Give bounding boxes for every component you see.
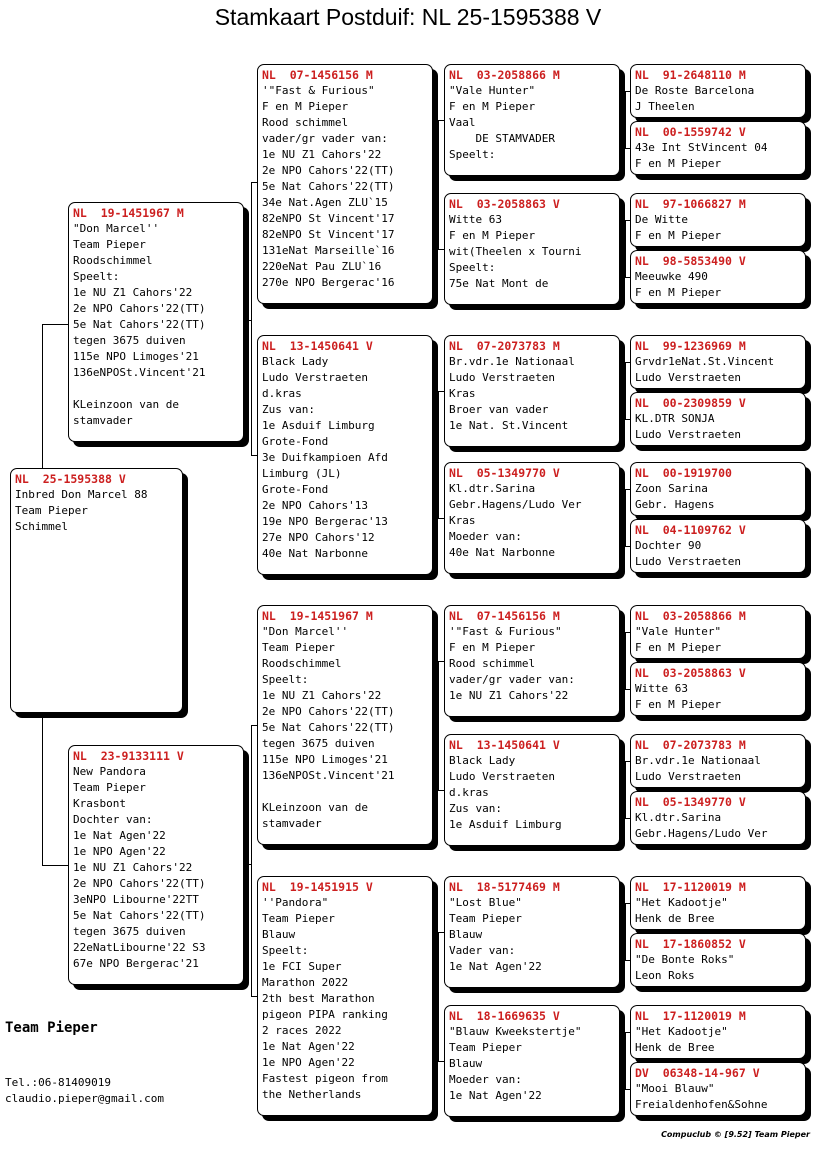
ring-number: NL 19-1451915 V [262,880,373,894]
pigeon-info-line: 136eNPOSt.Vincent'21 [73,366,206,379]
pigeon-card-g10 [630,662,806,716]
pigeon-card-subject [10,468,183,713]
pigeon-info-line: Schimmel [15,520,68,533]
pigeon-info-line: 34e Nat.Agen ZLU`15 [262,196,388,209]
pigeon-info-line: Blauw [449,1057,483,1070]
pigeon-info-line: "De Bonte Roks" [635,953,735,966]
pigeon-card-mm [257,876,433,1116]
pigeon-card-g13 [630,876,806,930]
pigeon-info-line: 75e Nat Mont de [449,277,549,290]
pigeon-info-line: Marathon 2022 [262,976,349,989]
team-name: Team Pieper [5,1020,98,1036]
ring-number: NL 17-1860852 V [635,937,746,951]
pigeon-info-line: 43e Int StVincent 04 [635,141,768,154]
pigeon-info-line: KLeinzoon van de [73,398,179,411]
pigeon-info-line: 22eNatLibourne'22 S3 [73,941,206,954]
pigeon-info-line: Dochter 90 [635,539,702,552]
pigeon-info-line: F en M Pieper [449,641,536,654]
connector-line [620,518,625,519]
pigeon-card-g14 [630,933,806,987]
connector-line [620,790,625,791]
connector-line [251,725,252,996]
pigeon-info-line: Vaal [449,116,476,129]
pigeon-card-g12 [630,791,806,845]
pigeon-info-line: 82eNPO St Vincent'17 [262,228,395,241]
pigeon-info-line: Team Pieper [449,912,522,925]
pigeon-info-line: Fastest pigeon from [262,1072,388,1085]
pigeon-info-line: Ludo Verstraeten [635,770,741,783]
pigeon-info-line: Moeder van: [449,1073,522,1086]
pigeon-info-line: stamvader [73,414,133,427]
connector-line [620,932,625,933]
ring-number: NL 99-1236969 M [635,339,746,353]
pigeon-info-line: wit(Theelen x Tourni [449,245,582,258]
connector-line [438,391,439,518]
pigeon-info-line: Gebr.Hagens/Ludo Ver [449,498,582,511]
pigeon-card-g11 [630,734,806,788]
pigeon-info-line: d.kras [262,387,302,400]
pigeon-info-line: Freialdenhofen&Sohne [635,1098,768,1111]
pigeon-info-line: Grote-Fond [262,483,329,496]
pigeon-info-line: Witte 63 [449,213,502,226]
pigeon-info-line: Blauw [449,928,483,941]
pigeon-info-line: 27e NPO Cahors'12 [262,531,375,544]
pigeon-info-line: 1e Nat Agen'22 [449,960,542,973]
pigeon-info-line: 115e NPO Limoges'21 [73,350,199,363]
ring-number: NL 17-1120019 M [635,1009,746,1023]
ring-number: NL 05-1349770 V [449,466,560,480]
connector-line [433,997,438,998]
pigeon-info-line: 67e NPO Bergerac'21 [73,957,199,970]
pigeon-info-line: F en M Pieper [635,698,722,711]
pigeon-card-g9 [630,605,806,659]
pigeon-info-line: 115e NPO Limoges'21 [262,753,388,766]
pigeon-info-line: 3eNPO Libourne'22TT [73,893,199,906]
pigeon-info-line: pigeon PIPA ranking [262,1008,388,1021]
ring-number: NL 98-5853490 V [635,254,746,268]
pigeon-info-line: Speelt: [262,944,309,957]
pigeon-card-g4 [630,250,806,304]
pigeon-info-line: Broer van vader [449,403,549,416]
pigeon-info-line: 1e NU Z1 Cahors'22 [262,148,382,161]
pigeon-info-line: 1e NU Z1 Cahors'22 [262,689,382,702]
pigeon-info-line: 2e NPO Cahors'22(TT) [73,877,206,890]
pigeon-info-line: "Don Marcel'' [262,625,349,638]
pigeon-info-line: 2e NPO Cahors'13 [262,499,368,512]
pigeon-info-line: Kl.dtr.Sarina [635,811,722,824]
pigeon-info-line: F en M Pieper [635,157,722,170]
ring-number: NL 05-1349770 V [635,795,746,809]
pigeon-info-line: Team Pieper [449,1041,522,1054]
connector-line [42,324,43,468]
pigeon-info-line: Inbred Don Marcel 88 [15,488,148,501]
pigeon-info-line: Zoon Sarina [635,482,708,495]
pigeon-info-line: Limburg (JL) [262,467,342,480]
pigeon-info-line: 5e Nat Cahors'22(TT) [73,909,206,922]
pigeon-info-line: vader/gr vader van: [262,132,388,145]
connector-line [244,864,251,865]
pigeon-info-line: Kras [449,514,476,527]
ring-number: NL 17-1120019 M [635,880,746,894]
pigeon-info-line: 3e Duifkampioen Afd [262,451,388,464]
ring-number: NL 03-2058866 M [449,68,560,82]
pigeon-info-line: 1e NU Z1 Cahors'22 [73,286,193,299]
connector-line [620,1061,625,1062]
pigeon-info-line: "Vale Hunter" [635,625,722,638]
pigeon-info-line: Speelt: [449,261,496,274]
pigeon-info-line: Kras [449,387,476,400]
pigeon-info-line: De Roste Barcelona [635,84,755,97]
pigeon-info-line: Black Lady [449,754,516,767]
pigeon-card-fm [257,335,433,575]
pigeon-info-line: 136eNPOSt.Vincent'21 [262,769,395,782]
pigeon-info-line: Henk de Bree [635,1041,715,1054]
connector-line [625,632,626,689]
pigeon-info-line: '"Fast & Furious" [449,625,562,638]
pigeon-info-line: Team Pieper [262,641,335,654]
ring-number: NL 13-1450641 V [262,339,373,353]
ring-number: NL 04-1109762 V [635,523,746,537]
ring-number: DV 06348-14-967 V [635,1066,760,1080]
pigeon-info-line: "Het Kadootje" [635,1025,728,1038]
pigeon-card-g5 [630,335,806,389]
pigeon-info-line: Zus van: [449,802,502,815]
ring-number: NL 03-2058863 V [635,666,746,680]
connector-line [625,761,626,818]
pigeon-info-line: F en M Pieper [635,641,722,654]
pigeon-info-line: Rood schimmel [262,116,349,129]
pigeon-info-line: Dochter van: [73,813,153,826]
pigeon-info-line: d.kras [449,786,489,799]
pigeon-info-line: "Vale Hunter" [449,84,536,97]
pigeon-info-line: Team Pieper [73,238,146,251]
pigeon-info-line: 2e NPO Cahors'22(TT) [262,705,395,718]
pigeon-info-line: Team Pieper [262,912,335,925]
pigeon-info-line: '"Fast & Furious" [262,84,375,97]
pigeon-info-line: Krasbont [73,797,126,810]
pigeon-info-line: 1e Nat Agen'22 [73,829,166,842]
pigeon-info-line: Speelt: [262,673,309,686]
pigeon-info-line: Blauw [262,928,296,941]
pigeon-info-line: Br.vdr.1e Nationaal [635,754,761,767]
pigeon-info-line: 1e Nat Agen'22 [262,1040,355,1053]
email-address: claudio.pieper@gmail.com [5,1092,164,1105]
pigeon-info-line: Rood schimmel [449,657,536,670]
pigeon-info-line: F en M Pieper [262,100,349,113]
pigeon-info-line: Br.vdr.1e Nationaal [449,355,575,368]
pigeon-info-line: 1e Nat. St.Vincent [449,419,569,432]
pigeon-info-line: Roodschimmel [73,254,153,267]
pigeon-info-line: F en M Pieper [449,229,536,242]
ring-number: NL 03-2058863 V [449,197,560,211]
connector-line [433,455,438,456]
pigeon-info-line: 5e Nat Cahors'22(TT) [73,318,206,331]
pigeon-info-line: Grote-Fond [262,435,329,448]
pigeon-card-ff [257,64,433,304]
pigeon-card-fmf [444,335,620,447]
pigeon-info-line: 131eNat Marseille`16 [262,244,395,257]
pigeon-info-line: 5e Nat Cahors'22(TT) [262,180,395,193]
pigeon-info-line: 40e Nat Narbonne [449,546,555,559]
pigeon-info-line: Ludo Verstraeten [635,555,741,568]
pigeon-info-line: Gebr. Hagens [635,498,715,511]
pigeon-info-line: 1e NU Z1 Cahors'22 [73,861,193,874]
connector-line [625,903,626,960]
pigeon-card-g16 [630,1062,806,1116]
pigeon-info-line: Ludo Verstraeten [449,770,555,783]
pigeon-info-line: KL.DTR SONJA [635,412,715,425]
pigeon-info-line: "Mooi Blauw" [635,1082,715,1095]
pigeon-card-mfm [444,734,620,846]
pigeon-card-g6 [630,392,806,446]
ring-number: NL 19-1451967 M [73,206,184,220]
pigeon-card-g1 [630,64,806,118]
pigeon-info-line: Henk de Bree [635,912,715,925]
ring-number: NL 07-2073783 M [449,339,560,353]
pigeon-info-line: Team Pieper [73,781,146,794]
connector-line [433,185,438,186]
ring-number: NL 00-2309859 V [635,396,746,410]
pigeon-info-line: tegen 3675 duiven [262,737,375,750]
pigeon-info-line [262,784,428,800]
ring-number: NL 13-1450641 V [449,738,560,752]
ring-number: NL 19-1451967 M [262,609,373,623]
pigeon-card-fff [444,64,620,176]
connector-line [620,391,625,392]
pigeon-info-line: Roodschimmel [262,657,342,670]
pigeon-info-line: F en M Pieper [449,100,536,113]
pigeon-info-line: Speelt: [73,270,120,283]
pigeon-info-line: New Pandora [73,765,146,778]
pigeon-card-father [68,202,244,442]
pigeon-info-line: Witte 63 [635,682,688,695]
pigeon-card-g3 [630,193,806,247]
pigeon-info-line: Ludo Verstraeten [262,371,368,384]
connector-line [625,1032,626,1089]
phone-number: Tel.:06-81409019 [5,1076,111,1089]
pigeon-info-line: 220eNat Pau ZLU`16 [262,260,382,273]
pigeon-info-line: KLeinzoon van de [262,801,368,814]
ring-number: NL 91-2648110 M [635,68,746,82]
pigeon-info-line: stamvader [262,817,322,830]
pigeon-info-line: De Witte [635,213,688,226]
pigeon-info-line: 1e Asduif Limburg [262,419,375,432]
pigeon-card-mother [68,745,244,985]
pigeon-info-line: 1e FCI Super [262,960,342,973]
page-title: Stamkaart Postduif: NL 25-1595388 V [214,4,602,30]
pigeon-card-g2 [630,121,806,175]
pigeon-card-g7 [630,462,806,516]
pigeon-card-fmm [444,462,620,574]
pigeon-card-ffm [444,193,620,305]
pigeon-info-line: tegen 3675 duiven [73,925,186,938]
connector-line [620,249,625,250]
ring-number: NL 18-5177469 M [449,880,560,894]
connector-line [625,220,626,277]
pigeon-info-line: "Don Marcel'' [73,222,160,235]
ring-number: NL 00-1559742 V [635,125,746,139]
ring-number: NL 18-1669635 V [449,1009,560,1023]
footer-credit: Compuclub © [9.52] Team Pieper [661,1130,810,1139]
pigeon-info-line: 2e NPO Cahors'22(TT) [73,302,206,315]
connector-line [620,661,625,662]
pigeon-info-line: "Het Kadootje" [635,896,728,909]
pigeon-info-line: the Netherlands [262,1088,362,1101]
pigeon-info-line: ''Pandora" [262,896,329,909]
pigeon-card-g15 [630,1005,806,1059]
pigeon-info-line: Speelt: [449,148,496,161]
connector-line [42,865,68,866]
ring-number: NL 23-9133111 V [73,749,184,763]
pigeon-info-line: 1e NU Z1 Cahors'22 [449,689,569,702]
pigeon-card-mff [444,605,620,717]
pigeon-info-line: tegen 3675 duiven [73,334,186,347]
ring-number: NL 07-2073783 M [635,738,746,752]
pigeon-info-line: vader/gr vader van: [449,673,575,686]
pigeon-info-line: 2th best Marathon [262,992,375,1005]
pigeon-info-line: 40e Nat Narbonne [262,547,368,560]
connector-line [438,932,439,1061]
connector-line [42,324,68,325]
pigeon-card-mf [257,605,433,845]
pigeon-info-line: DE STAMVADER [449,132,555,145]
connector-line [438,661,439,790]
ring-number: NL 97-1066827 M [635,197,746,211]
pigeon-card-mmm [444,1005,620,1117]
connector-line [438,120,439,249]
pigeon-info-line: Grvdr1eNat.St.Vincent [635,355,775,368]
pigeon-info-line: F en M Pieper [635,286,722,299]
connector-line [625,362,626,419]
pigeon-info-line: Ludo Verstraeten [635,371,741,384]
ring-number: NL 03-2058866 M [635,609,746,623]
pigeon-info-line: Moeder van: [449,530,522,543]
pigeon-info-line: 270e NPO Bergerac'16 [262,276,395,289]
pigeon-info-line: Black Lady [262,355,329,368]
connector-line [625,489,626,546]
connector-line [620,120,625,121]
pigeon-info-line: 2e NPO Cahors'22(TT) [262,164,395,177]
pigeon-card-mmf [444,876,620,988]
pigeon-info-line: F en M Pieper [635,229,722,242]
pigeon-info-line: Leon Roks [635,969,695,982]
connector-line [42,713,43,865]
pigeon-info-line: Ludo Verstraeten [635,428,741,441]
connector-line [625,91,626,148]
ring-number: NL 25-1595388 V [15,472,126,486]
pigeon-info-line: Team Pieper [15,504,88,517]
pigeon-info-line: 19e NPO Bergerac'13 [262,515,388,528]
ring-number: NL 00-1919700 [635,466,732,480]
pigeon-info-line: 2 races 2022 [262,1024,342,1037]
pigeon-info-line: 1e Asduif Limburg [449,818,562,831]
pigeon-info-line: 1e Nat Agen'22 [449,1089,542,1102]
ring-number: NL 07-1456156 M [449,609,560,623]
pigeon-info-line: Vader van: [449,944,516,957]
connector-line [433,726,438,727]
pigeon-info-line: J Theelen [635,100,695,113]
pigeon-info-line: 82eNPO St Vincent'17 [262,212,395,225]
pigeon-info-line: Zus van: [262,403,315,416]
pigeon-info-line: Gebr.Hagens/Ludo Ver [635,827,768,840]
pigeon-info-line: Kl.dtr.Sarina [449,482,536,495]
pigeon-card-g8 [630,519,806,573]
pigeon-info-line: "Lost Blue" [449,896,522,909]
pigeon-info-line: Ludo Verstraeten [449,371,555,384]
pigeon-info-line: 1e NPO Agen'22 [262,1056,355,1069]
connector-line [251,182,252,455]
pigeon-info-line: Meeuwke 490 [635,270,708,283]
pigeon-info-line [73,381,239,397]
pigeon-info-line: "Blauw Kweekstertje" [449,1025,582,1038]
ring-number: NL 07-1456156 M [262,68,373,82]
pigeon-info-line: 5e Nat Cahors'22(TT) [262,721,395,734]
pigeon-info-line: 1e NPO Agen'22 [73,845,166,858]
connector-line [244,320,251,321]
